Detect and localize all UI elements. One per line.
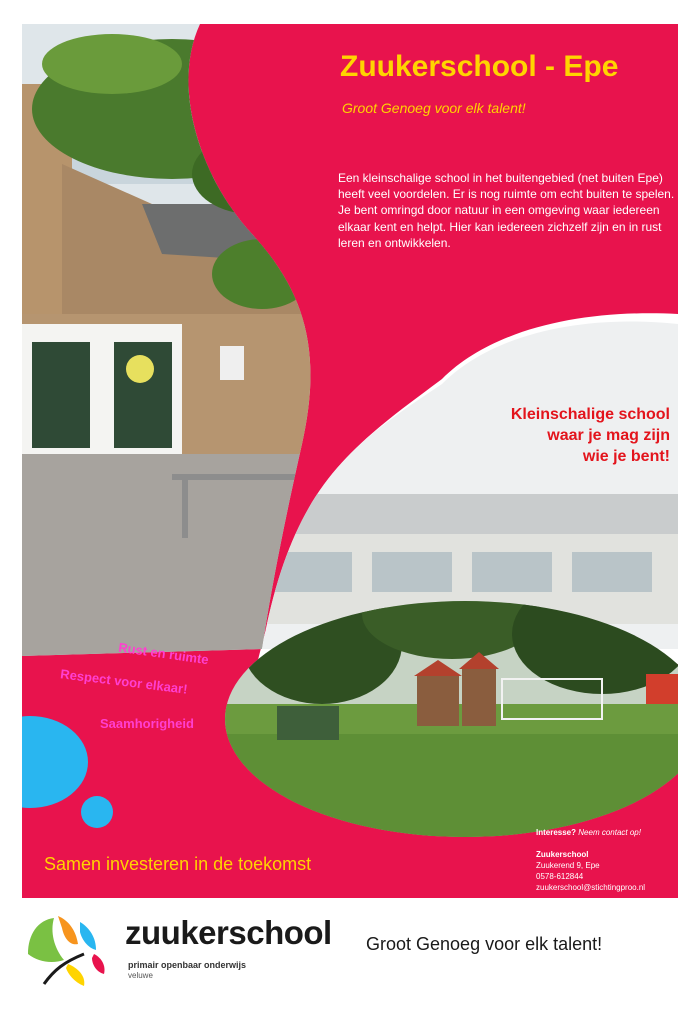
value-rust: Rust en ruimte	[117, 639, 210, 668]
poster	[22, 24, 678, 898]
contact-name: Zuukerschool	[536, 850, 589, 859]
logo-leaf-orange	[58, 916, 78, 944]
logo-leaf-yellow	[66, 964, 84, 986]
tagline: Samen investeren in de toekomst	[44, 854, 312, 874]
contact-block	[536, 827, 645, 893]
blue-bubble-large	[22, 716, 88, 808]
logo-leaf-green	[28, 918, 64, 962]
highlight-line: Kleinschalige school	[510, 406, 670, 423]
contact-cta-text: Neem contact op!	[578, 828, 641, 837]
logo-leaf-red	[92, 954, 105, 974]
highlight-line: waar je mag zijn	[547, 427, 670, 444]
brand-subtitle: primair openbaar onderwijs	[128, 960, 247, 970]
highlight-quote	[511, 404, 670, 467]
highlight-line: wie je bent!	[582, 448, 670, 465]
zuukerschool-logo-icon	[24, 914, 108, 988]
contact-cta	[536, 827, 645, 838]
contact-phone: 0578-612844	[536, 872, 584, 881]
page-title: Zuukerschool - Epe	[340, 50, 619, 83]
contact-label: Interesse?	[536, 828, 577, 837]
contact-email: zuukerschool@stichtingproo.nl	[536, 883, 646, 892]
value-respect: Respect voor elkaar!	[59, 666, 189, 697]
footer-slogan: Groot Genoeg voor elk talent!	[366, 934, 603, 954]
intro-text: Een kleinschalige school in het buitengebied (net buiten Epe) heeft veel voordelen. Er is nog ruimte om echt buiten te spelen. Je bent omringd door natuur in een omgeving waar iedereen elkaar kent en helpt. Hier kan iedereen zichzelf zijn en in rust leren en ontwikkelen.	[338, 171, 675, 250]
value-saamhorigheid: Saamhorigheid	[100, 716, 194, 731]
logo-leaf-blue	[80, 922, 96, 950]
contact-address: Zuukerend 9, Epe	[536, 861, 600, 870]
blue-bubble-small	[81, 796, 113, 828]
brand-region: veluwe	[128, 971, 153, 980]
page-subtitle: Groot Genoeg voor elk talent!	[342, 100, 526, 116]
brand-name: zuukerschool	[125, 914, 332, 951]
